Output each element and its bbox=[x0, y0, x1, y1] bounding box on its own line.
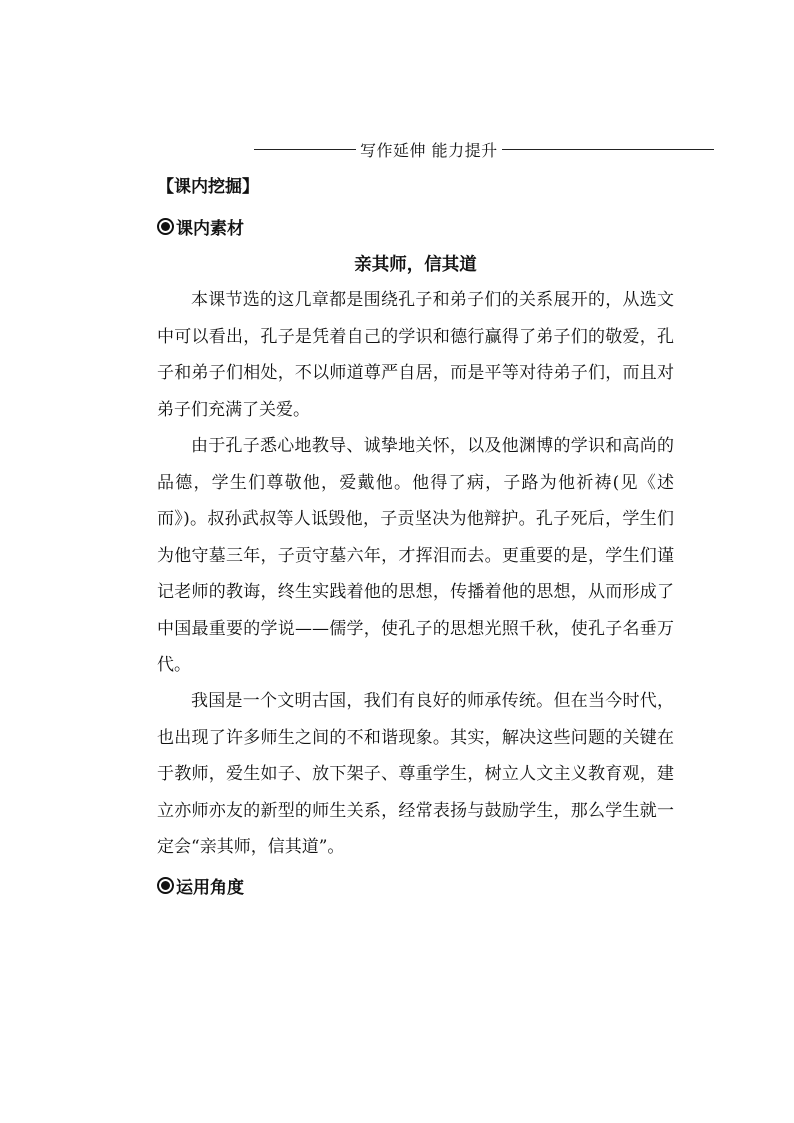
usage-heading-label: 运用角度 bbox=[176, 878, 244, 898]
section-header bbox=[254, 138, 714, 160]
header-title: 写作延伸 能力提升 bbox=[360, 140, 498, 160]
material-heading bbox=[157, 214, 244, 239]
header-rule-right bbox=[502, 149, 714, 150]
usage-heading bbox=[157, 873, 244, 898]
paragraph-3: 我国是一个文明古国，我们有良好的师承传统。但在当今时代，也出现了许多师生之间的不和谐现象。其实，解决这些问题的关键在于教师，爱生如子、放下架子、尊重学生，树立人文主义教育观，建立亦师亦友的新型的师生关系，经常表扬与鼓励学生，那么学生就一定会“亲其师，信其道”。 bbox=[157, 691, 674, 857]
material-heading-label: 课内素材 bbox=[176, 219, 244, 239]
bullet-circle-icon bbox=[157, 877, 174, 894]
paragraph-1: 本课节选的这几章都是围绕孔子和弟子们的关系展开的，从选文中可以看出，孔子是凭着自己的学识和德行赢得了弟子们的敬爱，孔子和弟子们相处，不以师道尊严自居，而是平等对待弟子们，而且对弟子们充满了关爱。 bbox=[157, 290, 674, 420]
header-rule-left bbox=[254, 149, 356, 150]
section-tag: 【课内挖掘】 bbox=[157, 177, 259, 197]
paragraph-2: 由于孔子悉心地教导、诚挚地关怀，以及他渊博的学识和高尚的品德，学生们尊敬他，爱戴他。他得了病，子路为他祈祷(见《述而》)。叔孙武叔等人诋毁他，子贡坚决为他辩护。孔子死后，学生们为他守墓三年，子贡守墓六年，才挥泪而去。更重要的是，学生们谨记老师的教诲，终生实践着他的思想，传播着他的思想，从而形成了中国最重要的学说——儒学，使孔子的思想光照千秋，使孔子名垂万代。 bbox=[157, 436, 674, 675]
article-title: 亲其师，信其道 bbox=[354, 255, 477, 275]
bullet-circle-icon bbox=[157, 218, 174, 235]
